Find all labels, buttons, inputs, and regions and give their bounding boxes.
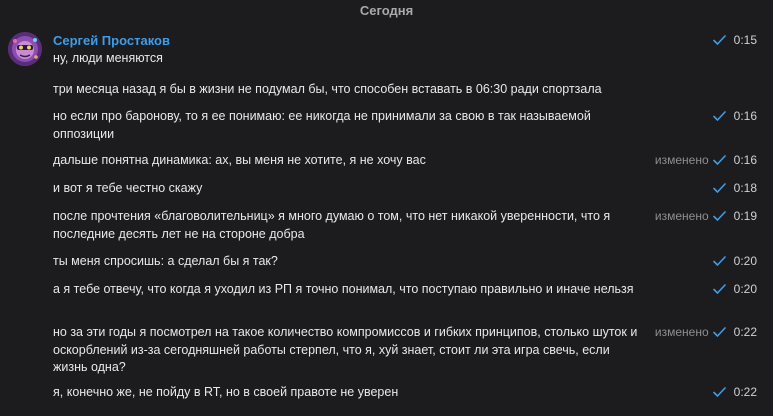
message-time: 0:20 bbox=[733, 281, 757, 296]
message-time: 0:16 bbox=[733, 108, 757, 123]
check-icon bbox=[713, 387, 726, 397]
message-meta bbox=[713, 179, 757, 196]
message-text[interactable]: три месяца назад я бы в жизни не подумал бы, что способен вставать в 06:30 ради спортзала bbox=[53, 82, 602, 96]
message-time: 0:19 bbox=[733, 208, 757, 223]
edited-label: изменено bbox=[654, 324, 709, 339]
message-meta bbox=[713, 383, 757, 400]
check-icon bbox=[713, 211, 726, 221]
message-text[interactable]: но за эти годы я посмотрел на такое количество компромиссов и гибких принципов, столько шуток и оскорблений из-за сегодняшней работы стерпел, что я, хуй знает, стоит ли эта игра свечь, если жизнь одна? bbox=[53, 325, 638, 374]
check-icon bbox=[713, 284, 726, 294]
message-time: 0:15 bbox=[733, 32, 757, 47]
check-icon bbox=[713, 111, 726, 121]
message-time: 0:20 bbox=[733, 253, 757, 268]
message-time: 0:22 bbox=[733, 324, 757, 339]
message-text[interactable]: я, конечно же, не пойду в RT, но в своей правоте не уверен bbox=[53, 385, 399, 399]
check-icon bbox=[713, 327, 726, 337]
date-header: Сегодня bbox=[359, 3, 414, 18]
message-text[interactable]: после прочтения «благоволительниц» я много думаю о том, что нет никакой уверенности, что я последние десять лет не на стороне добра bbox=[53, 209, 611, 241]
check-icon bbox=[713, 183, 726, 193]
message-time: 0:18 bbox=[733, 180, 757, 195]
message-text[interactable]: ты меня спросишь: а сделал бы я так? bbox=[53, 254, 278, 268]
message-meta bbox=[713, 107, 757, 124]
message-meta bbox=[655, 323, 757, 340]
message-text[interactable]: и вот я тебе честно скажу bbox=[53, 181, 203, 195]
message-text[interactable]: ну, люди меняются bbox=[53, 51, 163, 65]
message-text[interactable]: дальше понятна динамика: ах, вы меня не хотите, я не хочу вас bbox=[53, 153, 426, 167]
message-text[interactable]: а я тебе отвечу, что когда я уходил из РП я точно понимал, что поступаю правильно и иначе нельзя bbox=[53, 282, 634, 296]
message-meta bbox=[713, 252, 757, 269]
message-meta bbox=[655, 207, 757, 224]
check-icon bbox=[713, 35, 726, 45]
message-time: 0:16 bbox=[733, 152, 757, 167]
message-meta bbox=[713, 280, 757, 297]
sender-name[interactable]: Сергей Простаков bbox=[53, 33, 170, 48]
message-meta bbox=[713, 31, 757, 48]
edited-label: изменено bbox=[654, 208, 709, 223]
check-icon bbox=[713, 155, 726, 165]
avatar-image bbox=[8, 32, 42, 66]
message-time: 0:22 bbox=[733, 384, 757, 399]
edited-label: изменено bbox=[654, 152, 709, 167]
message-text[interactable]: но если про баронову, то я ее понимаю: ее никогда не принимали за свою в так называемой оппозиции bbox=[53, 109, 591, 141]
avatar[interactable] bbox=[8, 32, 42, 66]
message-meta bbox=[655, 151, 757, 168]
check-icon bbox=[713, 256, 726, 266]
